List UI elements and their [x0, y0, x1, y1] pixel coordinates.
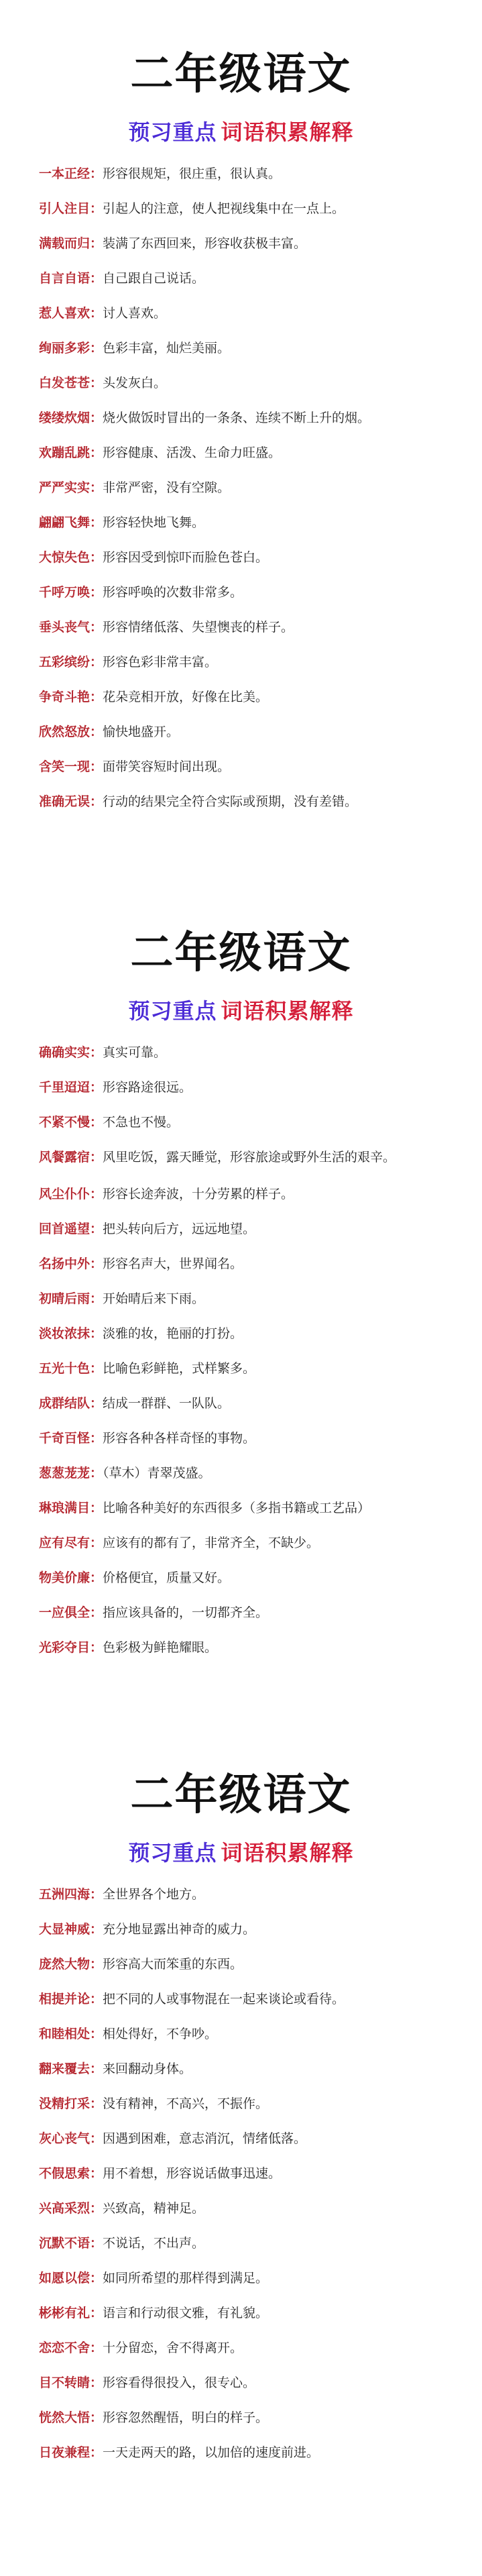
- vocab-entry: [39, 610, 455, 645]
- vocab-entry: [39, 2191, 455, 2226]
- vocab-term: 白发苍苍：: [39, 376, 103, 390]
- vocab-definition: 形容各种各样奇怪的事物。: [103, 1431, 256, 1446]
- vocab-entry: [39, 1386, 455, 1421]
- vocab-entry: [39, 296, 455, 331]
- vocab-definition: 行动的结果完全符合实际或预期，没有差错。: [103, 794, 358, 809]
- vocab-term: 一应俱全：: [39, 1605, 103, 1620]
- vocab-term: 庞然大物：: [39, 1957, 103, 1972]
- vocab-definition: 比喻色彩鲜艳，式样繁多。: [103, 1361, 256, 1376]
- section-subtitle: [0, 996, 482, 1026]
- vocab-entry: [39, 226, 455, 261]
- vocab-entry: [39, 2330, 455, 2365]
- vocab-definition: 十分留恋，舍不得离开。: [103, 2341, 243, 2355]
- vocab-definition: 形容名声大，世界闻名。: [103, 1256, 243, 1271]
- vocab-term: 目不转睛：: [39, 2375, 103, 2390]
- vocab-term: 成群结队：: [39, 1396, 103, 1411]
- section-subtitle: [0, 117, 482, 147]
- vocab-entry: [39, 1421, 455, 1456]
- vocab-definition: 形容轻快地飞舞。: [103, 515, 205, 530]
- vocab-entry: [39, 1140, 455, 1177]
- vocab-definition: 不说话，不出声。: [103, 2236, 205, 2251]
- vocab-term: 彬彬有礼：: [39, 2306, 103, 2320]
- vocab-term: 缕缕炊烟：: [39, 411, 103, 425]
- vocab-entry: [39, 2121, 455, 2156]
- vocab-term: 如愿以偿：: [39, 2271, 103, 2286]
- vocab-term: 一本正经：: [39, 166, 103, 181]
- vocab-term: 风尘仆仆：: [39, 1187, 103, 1201]
- vocab-definition: 语言和行动很文雅，有礼貌。: [103, 2306, 269, 2320]
- vocab-definition: 形容很规矩，很庄重，很认真。: [103, 166, 282, 181]
- vocab-definition: 不急也不慢。: [103, 1115, 180, 1130]
- vocab-section-2: [0, 929, 482, 1687]
- vocab-entry: [39, 1281, 455, 1316]
- vocab-definition: 形容路途很远。: [103, 1080, 192, 1095]
- vocab-definition: 形容看得很投入，很专心。: [103, 2375, 256, 2390]
- vocab-definition: 形容因受到惊吓而脸色苍白。: [103, 550, 269, 565]
- vocab-entry: [39, 714, 455, 749]
- vocab-term: 千呼万唤：: [39, 585, 103, 600]
- vocab-entry: [39, 331, 455, 366]
- vocab-definition: 形容情绪低落、失望懊丧的样子。: [103, 620, 294, 635]
- vocab-entry: [39, 2017, 455, 2051]
- vocab-definition: 形容高大而笨重的东西。: [103, 1957, 243, 1972]
- vocab-term: 争奇斗艳：: [39, 690, 103, 704]
- vocab-term: 风餐露宿：: [39, 1150, 103, 1165]
- vocab-definition: 一天走两天的路，以加倍的速度前进。: [103, 2445, 320, 2460]
- vocab-definition: 如同所希望的那样得到满足。: [103, 2271, 269, 2286]
- vocab-term: 翻来覆去：: [39, 2061, 103, 2076]
- vocab-entry: [39, 1351, 455, 1386]
- vocab-term: 淡妆浓抹：: [39, 1326, 103, 1341]
- vocab-term: 满载而归：: [39, 236, 103, 251]
- vocab-entry: [39, 1177, 455, 1212]
- vocab-term: 和睦相处：: [39, 2027, 103, 2041]
- vocab-definition: 烧火做饭时冒出的一条条、连续不断上升的烟。: [103, 411, 371, 425]
- vocab-entry: [39, 2296, 455, 2330]
- vocab-entry: [39, 575, 455, 610]
- vocab-entry: [39, 1912, 455, 1947]
- vocab-term: 严严实实：: [39, 480, 103, 495]
- vocab-entry: [39, 2435, 455, 2470]
- vocab-entry: [39, 2156, 455, 2191]
- vocab-term: 准确无误：: [39, 794, 103, 809]
- vocab-definition: 来回翻动身体。: [103, 2061, 192, 2076]
- vocab-entry: [39, 2051, 455, 2086]
- subtitle-vocab-explain: 词语积累解释: [221, 1840, 354, 1866]
- vocab-definition: 头发灰白。: [103, 376, 167, 390]
- section-title: 二年级语文: [130, 928, 352, 978]
- vocab-entry: [39, 540, 455, 575]
- vocab-term: 千奇百怪：: [39, 1431, 103, 1446]
- vocab-term: 相提并论：: [39, 1992, 103, 2006]
- vocab-term: 琳琅满目：: [39, 1501, 103, 1515]
- subtitle-vocab-explain: 词语积累解释: [221, 119, 354, 145]
- vocab-entry: [39, 1630, 455, 1665]
- subtitle-preview-key: 预习重点: [128, 119, 217, 145]
- vocab-term: 欢蹦乱跳：: [39, 445, 103, 460]
- section-title: 二年级语文: [130, 1770, 352, 1820]
- vocab-term: 灰心丧气：: [39, 2131, 103, 2146]
- vocab-definition: （草木）青翠茂盛。: [103, 1466, 211, 1481]
- vocab-definition: 愉快地盛开。: [103, 724, 180, 739]
- entry-list: [39, 1877, 455, 2470]
- vocab-entry: [39, 400, 455, 435]
- vocab-term: 五洲四海：: [39, 1887, 103, 1902]
- vocab-term: 惹人喜欢：: [39, 306, 103, 321]
- vocab-entry: [39, 2086, 455, 2121]
- vocab-term: 垂头丧气：: [39, 620, 103, 635]
- vocab-entry: [39, 1491, 455, 1525]
- vocab-definition: 形容忽然醒悟，明白的样子。: [103, 2410, 269, 2425]
- vocab-entry: [39, 680, 455, 714]
- vocab-entry: [39, 1560, 455, 1595]
- vocab-entry: [39, 784, 455, 819]
- vocab-definition: 自己跟自己说话。: [103, 271, 205, 286]
- vocab-entry: [39, 2261, 455, 2296]
- vocab-definition: 结成一群群、一队队。: [103, 1396, 231, 1411]
- vocab-definition: 花朵竞相开放，好像在比美。: [103, 690, 269, 704]
- vocab-definition: 全世界各个地方。: [103, 1887, 205, 1902]
- vocab-definition: 淡雅的妆，艳丽的打扮。: [103, 1326, 243, 1341]
- vocab-entry: [39, 1316, 455, 1351]
- vocab-definition: 风里吃饭，露天睡觉，形容旅途或野外生活的艰辛。: [103, 1150, 396, 1165]
- vocab-definition: 价格便宜，质量又好。: [103, 1570, 231, 1585]
- vocab-definition: 把头转向后方，远远地望。: [103, 1222, 256, 1236]
- entry-list: [39, 1035, 455, 1665]
- vocab-definition: 形容长途奔波，十分劳累的样子。: [103, 1187, 294, 1201]
- vocab-term: 不紧不慢：: [39, 1115, 103, 1130]
- vocab-term: 回首遥望：: [39, 1222, 103, 1236]
- vocab-entry: [39, 1212, 455, 1246]
- section-subtitle: [0, 1838, 482, 1868]
- vocab-entry: [39, 1105, 455, 1140]
- vocab-definition: 兴致高，精神足。: [103, 2201, 205, 2216]
- vocab-entry: [39, 1070, 455, 1105]
- vocab-entry: [39, 749, 455, 784]
- vocab-term: 千里迢迢：: [39, 1080, 103, 1095]
- vocab-term: 自言自语：: [39, 271, 103, 286]
- vocab-entry: [39, 2365, 455, 2400]
- vocab-definition: 色彩极为鲜艳耀眼。: [103, 1640, 218, 1655]
- vocab-term: 五光十色：: [39, 1361, 103, 1376]
- entry-list: [39, 156, 455, 819]
- vocab-term: 五彩缤纷：: [39, 655, 103, 669]
- vocab-definition: 用不着想，形容说话做事迅速。: [103, 2166, 282, 2181]
- vocab-entry: [39, 1982, 455, 2017]
- vocab-term: 大显神威：: [39, 1922, 103, 1937]
- vocab-term: 恋恋不舍：: [39, 2341, 103, 2355]
- vocab-entry: [39, 505, 455, 540]
- vocab-entry: [39, 470, 455, 505]
- vocab-entry: [39, 1525, 455, 1560]
- vocab-term: 引人注目：: [39, 201, 103, 216]
- vocab-definition: 没有精神，不高兴，不振作。: [103, 2096, 269, 2111]
- vocab-term: 名扬中外：: [39, 1256, 103, 1271]
- vocab-definition: 相处得好，不争吵。: [103, 2027, 218, 2041]
- vocab-section-3: [0, 1771, 482, 2529]
- vocab-entry: [39, 1947, 455, 1982]
- vocab-term: 兴高采烈：: [39, 2201, 103, 2216]
- vocab-entry: [39, 366, 455, 400]
- vocab-definition: 引起人的注意，使人把视线集中在一点上。: [103, 201, 345, 216]
- subtitle-vocab-explain: 词语积累解释: [221, 998, 354, 1024]
- vocab-entry: [39, 261, 455, 296]
- vocab-term: 不假思索：: [39, 2166, 103, 2181]
- vocab-entry: [39, 1246, 455, 1281]
- vocab-definition: 形容呼唤的次数非常多。: [103, 585, 243, 600]
- vocab-entry: [39, 1035, 455, 1070]
- vocab-term: 翩翩飞舞：: [39, 515, 103, 530]
- subtitle-preview-key: 预习重点: [128, 1840, 217, 1866]
- subtitle-preview-key: 预习重点: [128, 998, 217, 1024]
- vocab-term: 初晴后雨：: [39, 1291, 103, 1306]
- vocab-term: 没精打采：: [39, 2096, 103, 2111]
- vocab-definition: 指应该具备的，一切都齐全。: [103, 1605, 269, 1620]
- vocab-term: 沉默不语：: [39, 2236, 103, 2251]
- vocab-definition: 应该有的都有了，非常齐全，不缺少。: [103, 1536, 320, 1550]
- vocab-definition: 色彩丰富，灿烂美丽。: [103, 341, 231, 356]
- vocab-term: 确确实实：: [39, 1045, 103, 1060]
- vocab-entry: [39, 156, 455, 191]
- vocab-term: 葱葱茏茏：: [39, 1466, 103, 1481]
- vocab-entry: [39, 2400, 455, 2435]
- vocab-section-1: [0, 50, 482, 808]
- vocab-term: 日夜兼程：: [39, 2445, 103, 2460]
- vocab-term: 应有尽有：: [39, 1536, 103, 1550]
- vocab-entry: [39, 1877, 455, 1912]
- vocab-definition: 因遇到困难，意志消沉，情绪低落。: [103, 2131, 307, 2146]
- vocab-term: 光彩夺目：: [39, 1640, 103, 1655]
- vocab-definition: 充分地显露出神奇的威力。: [103, 1922, 256, 1937]
- vocab-definition: 面带笑容短时间出现。: [103, 759, 231, 774]
- vocab-definition: 形容色彩非常丰富。: [103, 655, 218, 669]
- section-title: 二年级语文: [130, 50, 352, 99]
- vocab-term: 绚丽多彩：: [39, 341, 103, 356]
- vocab-term: 大惊失色：: [39, 550, 103, 565]
- vocab-definition: 形容健康、活泼、生命力旺盛。: [103, 445, 282, 460]
- vocab-definition: 装满了东西回来，形容收获极丰富。: [103, 236, 307, 251]
- vocab-entry: [39, 1456, 455, 1491]
- vocab-entry: [39, 2226, 455, 2261]
- vocab-entry: [39, 191, 455, 226]
- vocab-entry: [39, 645, 455, 680]
- vocab-definition: 比喻各种美好的东西很多（多指书籍或工艺品）: [103, 1501, 371, 1515]
- vocab-term: 含笑一现：: [39, 759, 103, 774]
- vocab-definition: 非常严密，没有空隙。: [103, 480, 231, 495]
- vocab-entry: [39, 1595, 455, 1630]
- vocab-term: 欣然怒放：: [39, 724, 103, 739]
- vocab-term: 物美价廉：: [39, 1570, 103, 1585]
- vocab-definition: 真实可靠。: [103, 1045, 167, 1060]
- vocab-definition: 开始晴后来下雨。: [103, 1291, 205, 1306]
- vocab-definition: 把不同的人或事物混在一起来谈论或看待。: [103, 1992, 345, 2006]
- vocab-definition: 讨人喜欢。: [103, 306, 167, 321]
- vocab-term: 恍然大悟：: [39, 2410, 103, 2425]
- vocab-entry: [39, 435, 455, 470]
